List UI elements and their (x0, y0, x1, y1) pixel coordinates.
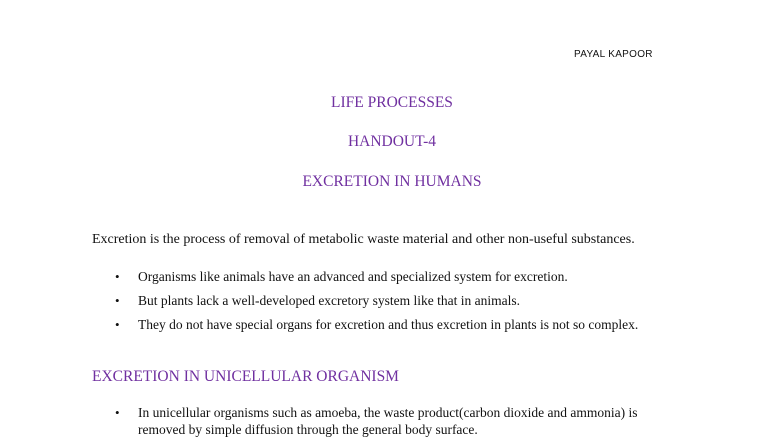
list-item (110, 268, 650, 285)
topic-title: EXCRETION IN HUMANS (302, 173, 482, 190)
intro-paragraph: Excretion is the process of removal of metabolic waste material and other non-useful substances. (92, 232, 635, 247)
list-item (110, 292, 650, 309)
list-item-text: But plants lack a well-developed excretory system like that in animals. (138, 293, 521, 308)
author-name: PAYAL KAPOOR (574, 49, 653, 60)
list-item (110, 404, 650, 438)
list-item (110, 316, 650, 333)
bullet-icon: • (115, 293, 120, 308)
unicellular-bullet-list (110, 404, 650, 445)
bullet-icon: • (115, 405, 120, 420)
section-heading-unicellular: EXCRETION IN UNICELLULAR ORGANISM (92, 368, 399, 385)
bullet-icon: • (115, 269, 120, 284)
handout-number: HANDOUT-4 (347, 133, 437, 150)
list-item-text: Organisms like animals have an advanced and specialized system for excretion. (138, 269, 568, 284)
excretion-bullet-list (110, 268, 650, 340)
bullet-icon: • (115, 317, 120, 332)
subject-title: LIFE PROCESSES (331, 94, 453, 111)
list-item-text: They do not have special organs for excretion and thus excretion in plants is not so complex. (138, 317, 639, 332)
list-item-text: In unicellular organisms such as amoeba, the waste product(carbon dioxide and ammonia) is removed by simple diffusion through the general body surface. (138, 405, 638, 437)
